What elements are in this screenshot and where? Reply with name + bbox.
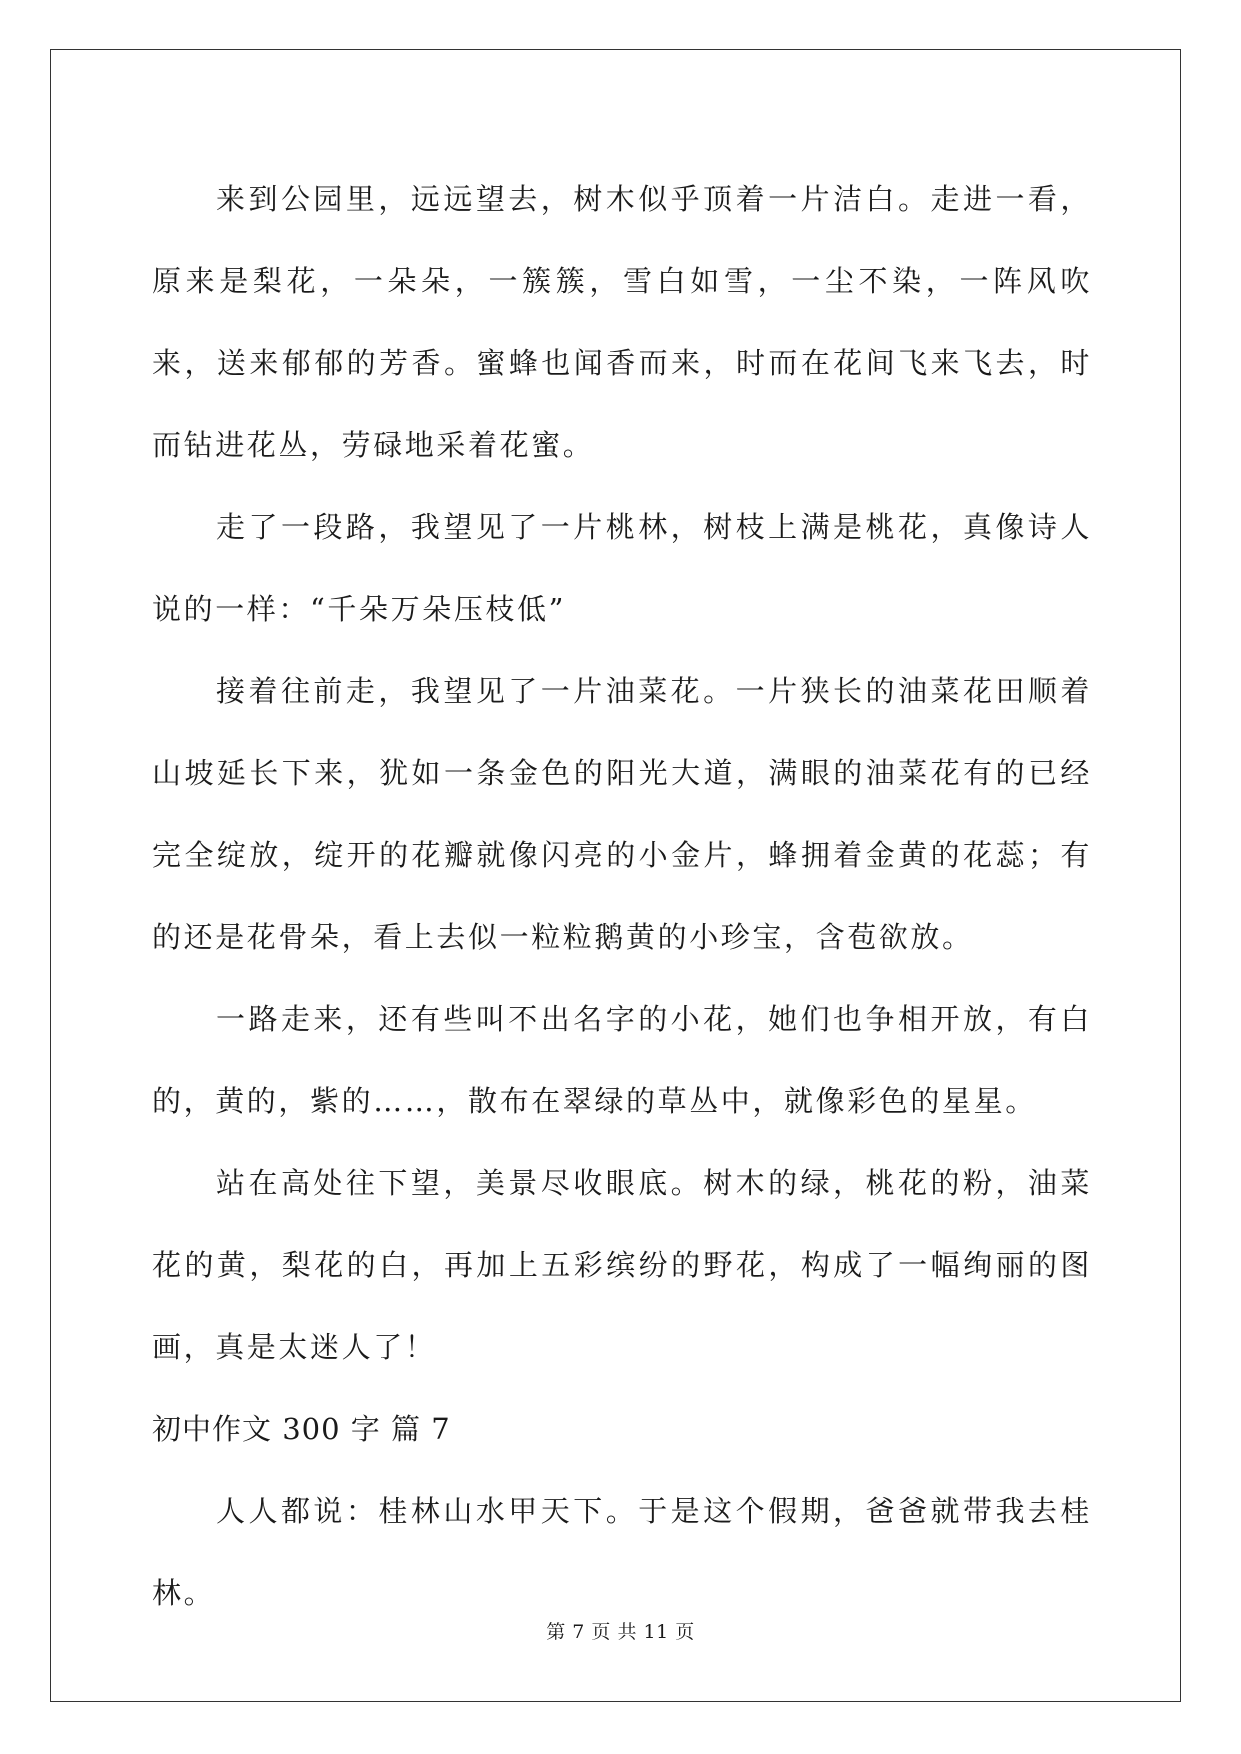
paragraph-peach-grove: 走了一段路，我望见了一片桃林，树枝上满是桃花，真像诗人说的一样：“千朵万朵压枝低” (152, 510, 1092, 626)
page-number-footer: 第 7 页 共 11 页 (546, 1621, 695, 1643)
paragraph-guilin: 人人都说：桂林山水甲天下。于是这个假期，爸爸就带我去桂林。 (152, 1494, 1092, 1610)
paragraph-rapeseed-flowers: 接着往前走，我望见了一片油菜花。一片狭长的油菜花田顺着山坡延长下来，犹如一条金色的阳光大道，满眼的油菜花有的已经完全绽放，绽开的花瓣就像闪亮的小金片，蜂拥着金黄的花蕊；有的还是花骨朵，看上去似一粒粒鹅黄的小珍宝，含苞欲放。 (152, 674, 1092, 954)
paragraph-pear-blossoms: 来到公园里，远远望去，树木似乎顶着一片洁白。走进一看，原来是梨花，一朵朵，一簇簇，雪白如雪，一尘不染，一阵风吹来，送来郁郁的芳香。蜜蜂也闻香而来，时而在花间飞来飞去，时而钻进花丛，劳碌地采着花蜜。 (152, 182, 1092, 462)
paragraph-wild-flowers: 一路走来，还有些叫不出名字的小花，她们也争相开放，有白的，黄的，紫的……，散布在翠绿的草丛中，就像彩色的星星。 (152, 1002, 1092, 1118)
paragraph-overlook: 站在高处往下望，美景尽收眼底。树木的绿，桃花的粉，油菜花的黄，梨花的白，再加上五彩缤纷的野花，构成了一幅绚丽的图画，真是太迷人了！ (152, 1166, 1092, 1364)
section-heading: 初中作文 300 字 篇 7 (152, 1412, 451, 1446)
document-body (152, 158, 1092, 1634)
